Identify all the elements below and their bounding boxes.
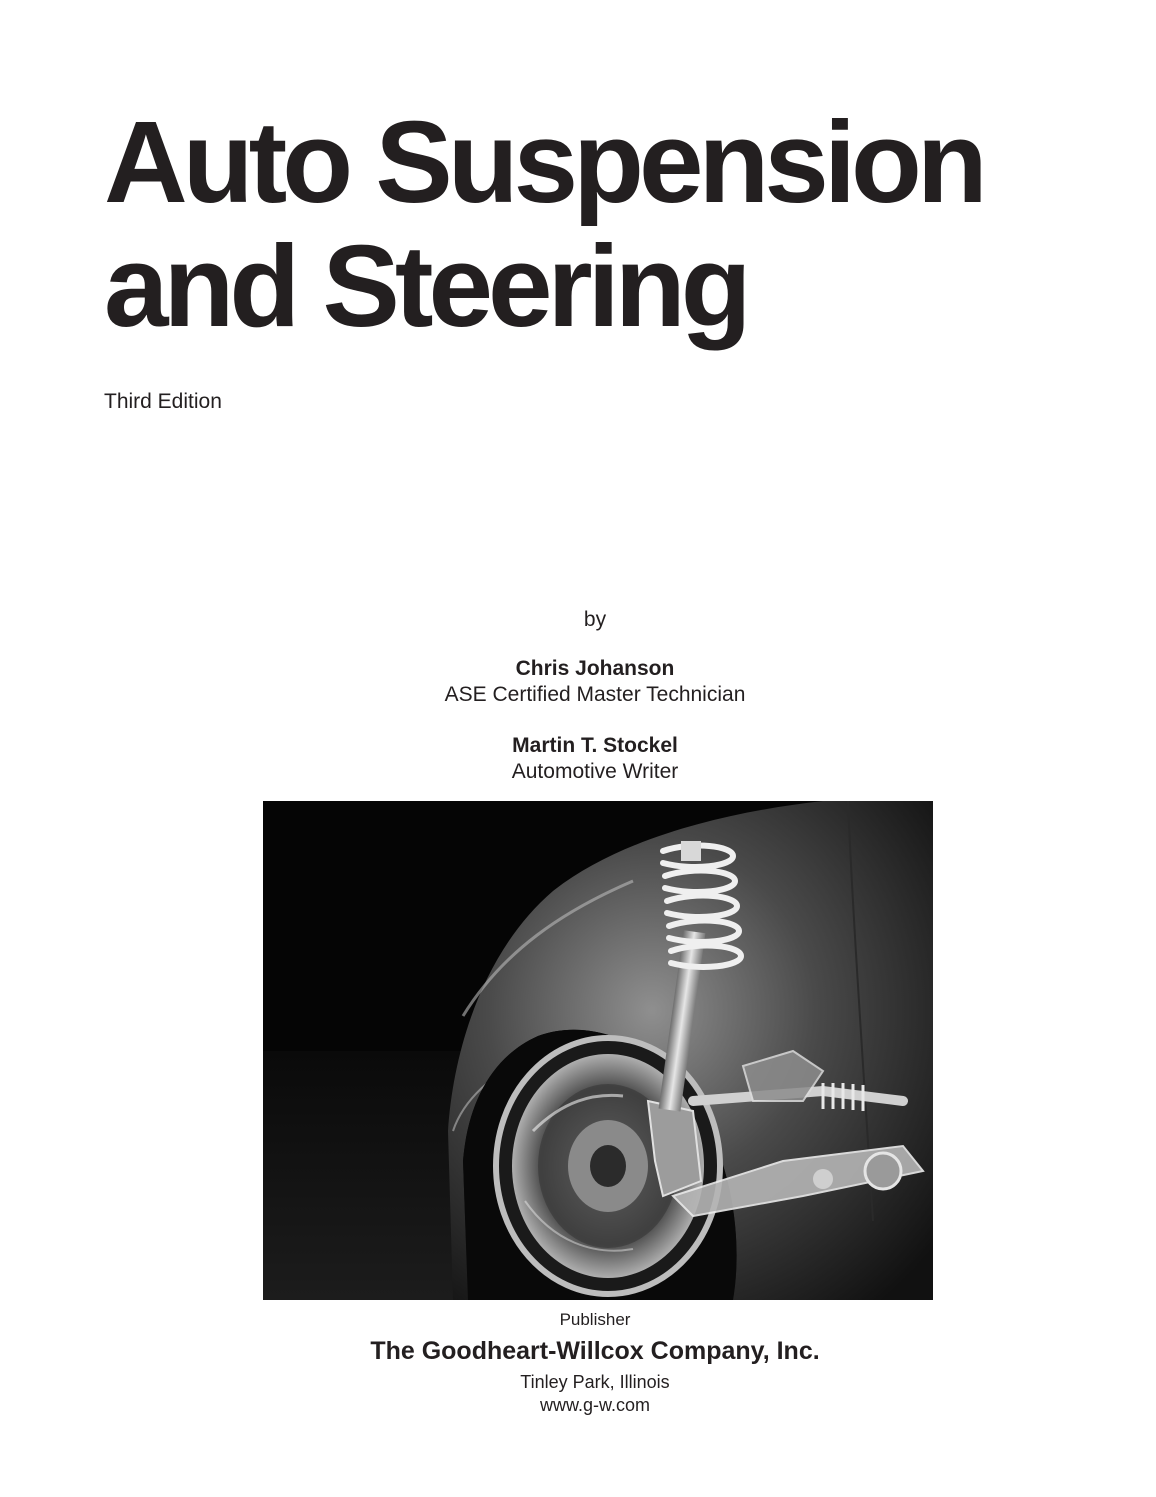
book-title-line-2: and Steering xyxy=(104,221,747,351)
author-role: ASE Certified Master Technician xyxy=(444,683,746,706)
publisher-location: Tinley Park, Illinois xyxy=(520,1372,670,1392)
author-name: Martin T. Stockel xyxy=(512,734,678,757)
publisher-label: Publisher xyxy=(559,1310,631,1329)
book-title-line-1: Auto Suspension xyxy=(104,97,983,227)
publisher-name: The Goodheart-Willcox Company, Inc. xyxy=(370,1337,820,1365)
author-block-2 xyxy=(0,733,1156,785)
book-title xyxy=(104,97,983,351)
publisher-url: www.g-w.com xyxy=(539,1395,651,1415)
edition-label: Third Edition xyxy=(104,390,222,413)
author-name: Chris Johanson xyxy=(515,657,675,680)
author-role: Automotive Writer xyxy=(511,760,679,783)
cover-photo-suspension xyxy=(263,801,933,1300)
author-block-1 xyxy=(0,656,1156,708)
byline: by xyxy=(583,608,607,631)
suspension-illustration xyxy=(263,801,933,1300)
